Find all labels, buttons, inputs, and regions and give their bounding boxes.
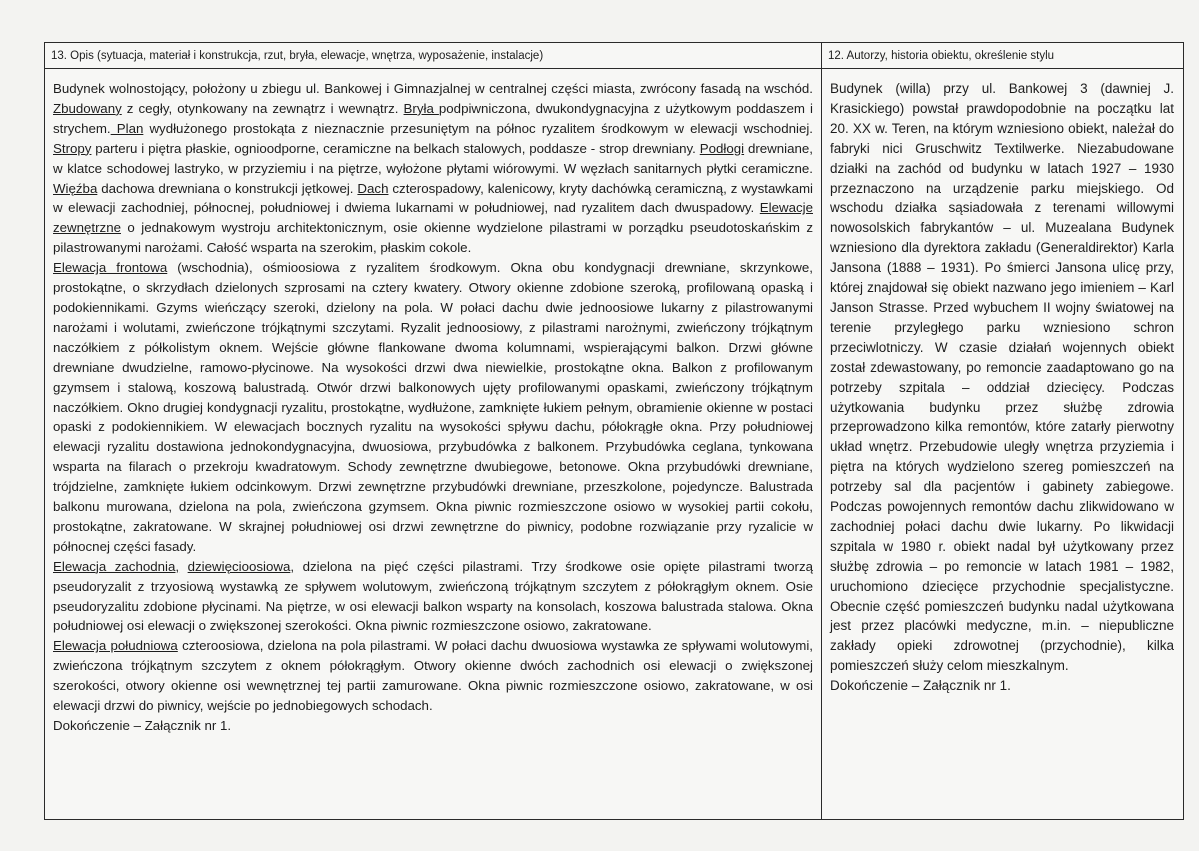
term-stropy: Stropy [53, 140, 92, 156]
history-body [822, 69, 1183, 696]
term-plan: Plan [110, 120, 144, 136]
description-header: 13. Opis (sytuacja, materiał i konstrukcja, rzut, bryła, elewacje, wnętrza, wyposażenie, instalacje) [45, 43, 821, 69]
history-paragraph: Budynek (willa) przy ul. Bankowej 3 (dawniej J. Krasickiego) powstał prawdopodobnie na początku lat 20. XX w. Teren, na którym wzniesiono obiekt, należał do fabryki nici Gruschwitz Textilwerke. Niezabudowane działki na zachód od budynku w latach 1927 – 1930 przeznaczono na urządzenie parku miejskiego. Od wschodu działka sąsiadowała z terenami willowymi nowosolskich fabrykantów – ul. Muzealana Budynek wzniesiono dla dyrektora zakładu (Generaldirektor) Karla Jansona (1888 – 1931). Po śmierci Jansona ulicę przy, której znajdował się obiekt nazwano jego imieniem – Karl Janson Strasse. Przed wybuchem II wojny światowej na terenie przyległego parku wzniesiono schron przeciwlotniczy. W czasie działań wojennych obiekt został zdewastowany, po remoncie zaadaptowano go na potrzeby szpitala – oddział dziecięcy. Podczas użytkowania budynku przez służbę zdrowia przeprowadzono kilka remontów, które zatarły pierwotny układ wnętrz. Przebudowie uległy wnętrza przyziemia i piętra na których wydzielono szereg pomieszczeń na potrzeby sal dla pacjentów i gabinety zabiegowe. Podczas powojennych remontów dachu zlikwidowano w zachodniej połaci dachu dwie lukarny. Po likwidacji szpitala w 1980 r. obiekt nadal był użytkowany przez służbę zdrowia – po remoncie w latach 1981 – 1982, uruchomiono dziecięce przychodnie specjalistyczne. Obecnie część pomieszczeń budynku nadal użytkowana jest przez placówki medyczne, m.in. – niepubliczne zakłady opieki zdrowotnej (przychodnie), kilka pomieszczeń służy celom mieszkalnym. [830, 81, 1174, 674]
history-footer: Dokończenie – Załącznik nr 1. [830, 678, 1011, 694]
term-elewacja-zachodnia: Elewacja zachodnia, [53, 558, 180, 574]
text-run: o jednakowym wystroju architektonicznym, osie okienne wydzielone pilastrami w porządku pseudotoskańskim z pilastrowanymi narożami. Całość wsparta na szerokim, płaskim cokole. [53, 220, 813, 256]
term-elewacja-frontowa: Elewacja frontowa [53, 260, 168, 276]
history-column [822, 43, 1183, 819]
text-run [179, 559, 188, 574]
west-elevation-paragraph [53, 557, 813, 637]
term-podlogi: Podłogi [699, 140, 745, 156]
record-card [44, 42, 1184, 820]
history-header: 12. Autorzy, historia obiektu, określenie stylu [822, 43, 1183, 69]
term-bryla: Bryła [403, 100, 439, 116]
text-run: czterospadowy, kalenicowy, kryty dachówką ceramiczną, z wystawkami w elewacji zachodniej, północnej, południowej i dwiema lukarnami w południowej, nad ryzalitem dach dwuspadowy. [53, 180, 814, 216]
text-run: czteroosiowa, dzielona na pola pilastrami. W połaci dachu dwuosiowa wystawka ze spływami wolutowymi, zwieńczona trójkątnym szczytem z oknem półokrągłym. Otwory okienne dwóch zachodnich osi elewacji o zwiększonej szerokości, otwory okienne osi wewnętrznej tej partii zamurowane. Okna piwnic rozmieszczone osiowo, zakratowane, w osi elewacji drzwi do piwnicy, wejście po jednobiegowych schodach. [53, 638, 813, 714]
term-dach: Dach [357, 180, 389, 196]
description-footer: Dokończenie – Załącznik nr 1. [53, 718, 232, 733]
text-run: drewniane, w klatce schodowej lastryko, w przyziemiu i na piętrze, wyłożone płytami wiórowymi. W węzłach sanitarnych płytki ceramiczne. [53, 140, 813, 176]
text-run: podpiwniczona, dwukondygnacyjna z użytkowym poddaszem i strychem. [53, 100, 813, 136]
text-run: z cegły, otynkowany na zewnątrz i wewnątrz. [121, 100, 404, 116]
term-elewacje: Elewacje zewnętrzne [53, 200, 813, 236]
term-zbudowany: Zbudowany [53, 100, 122, 116]
general-paragraph [53, 79, 813, 258]
text-run: , dzielona na pięć części pilastrami. Trzy środkowe osie opięte pilastrami tworzą pseudoryzalit z trzyosiową wystawką ze spływem wolutowym, zwieńczoną trójkątnym szczytem z półokrągłym oknem. Osie pseudoryzalitu zdobione płycinami. Na piętrze, w osi elewacji balkon wsparty na konsolach, koszowa balustrada stalowa. Okna południowej osi elewacji o zwiększonej szerokości. Okna piwnic rozmieszczone osiowo, zakratowane. [53, 558, 813, 634]
text-run: wydłużonego prostokąta z nieznacznie przesuniętym na północ ryzalitem środkowym w elewacji wschodniej. [143, 120, 813, 136]
term-wiezba: Więźba [53, 180, 98, 196]
text-run: parteru i piętra płaskie, ognioodporne, ceramiczne na belkach stalowych, poddasze - strop drewniany. [91, 140, 700, 156]
term-elewacja-poludniowa: Elewacja południowa [53, 638, 178, 654]
description-column [45, 43, 822, 819]
description-body [45, 69, 821, 736]
text-run: (wschodnia), ośmioosiowa z ryzalitem środkowym. Okna obu kondygnacji drewniane, skrzynkowe, prostokątne, o skrzydłach dzielonych szprosami na cztery kwatery. Otwory okienne zdobione szeroką, profilowaną opaską i podokiennikami. Gzyms wieńczący szeroki, dzielony na pola. W połaci dachu dwie jednoosiowe lukarny z pilastrowanymi narożami i wolutami, zwieńczone trójkątnymi szczytami. Ryzalit jednoosiowy, z pilastrami narożnymi, zwieńczony trójkątnym naczółkiem z półkolistym oknem. Wejście główne flankowane dwoma kolumnami, wspierającymi balkon. Drzwi główne drewniane dwudzielne, ramowo-płycinowe. Na wysokości drzwi dwa niewielkie, prostokątne okna. Balkon z profilowanym gzymsem i stalową, koszową balustradą. Otwór drzwi balkonowych ujęty profilowanymi opaskami, zwieńczony trójkątnym naczółkiem. Okno drugiej kondygnacji ryzalitu, prostokątne, wydłużone, zamknięte łukiem pełnym, obramienie okienne w postaci opaski z podokiennikiem. W elewacjach bocznych ryzalitu na wysokości spływu dachu, półokrągłe okna. Przy południowej elewacji ryzalitu dostawiona jednokondygnacyjna, dwuosiowa, przybudówka z balkonem. Przybudówka ceglana, tynkowana wsparta na filarach o przekroju kwadratowym. Schody zewnętrzne dwubiegowe, betonowe. Okna przybudówki drewniane, trójdzielne, zamknięte łukiem odcinkowym. Drzwi zewnętrzne przybudówki drewniane, przeszkolone, pojedyncze. Balustrada balkonu murowana, dzielona na pola, zwieńczona gzymsem. Okna piwnic rozmieszczone osiowo w wysokiej partii cokołu, prostokątne, zakratowane. W skrajnej południowej osi drzwi zewnętrzne do piwnicy, podobne rozwiązanie przy ryzalicie w północnej części fasady. [53, 260, 813, 554]
front-elevation-paragraph [53, 258, 813, 557]
south-elevation-paragraph [53, 636, 813, 716]
text-run: dachowa drewniana o konstrukcji jętkowej. [97, 180, 358, 196]
term-dziewiecioosiowa: dziewięcioosiowa [187, 558, 291, 574]
text-run: Budynek wolnostojący, położony u zbiegu ul. Bankowej i Gimnazjalnej w centralnej części miasta, zwrócony fasadą na wschód. [53, 81, 813, 96]
